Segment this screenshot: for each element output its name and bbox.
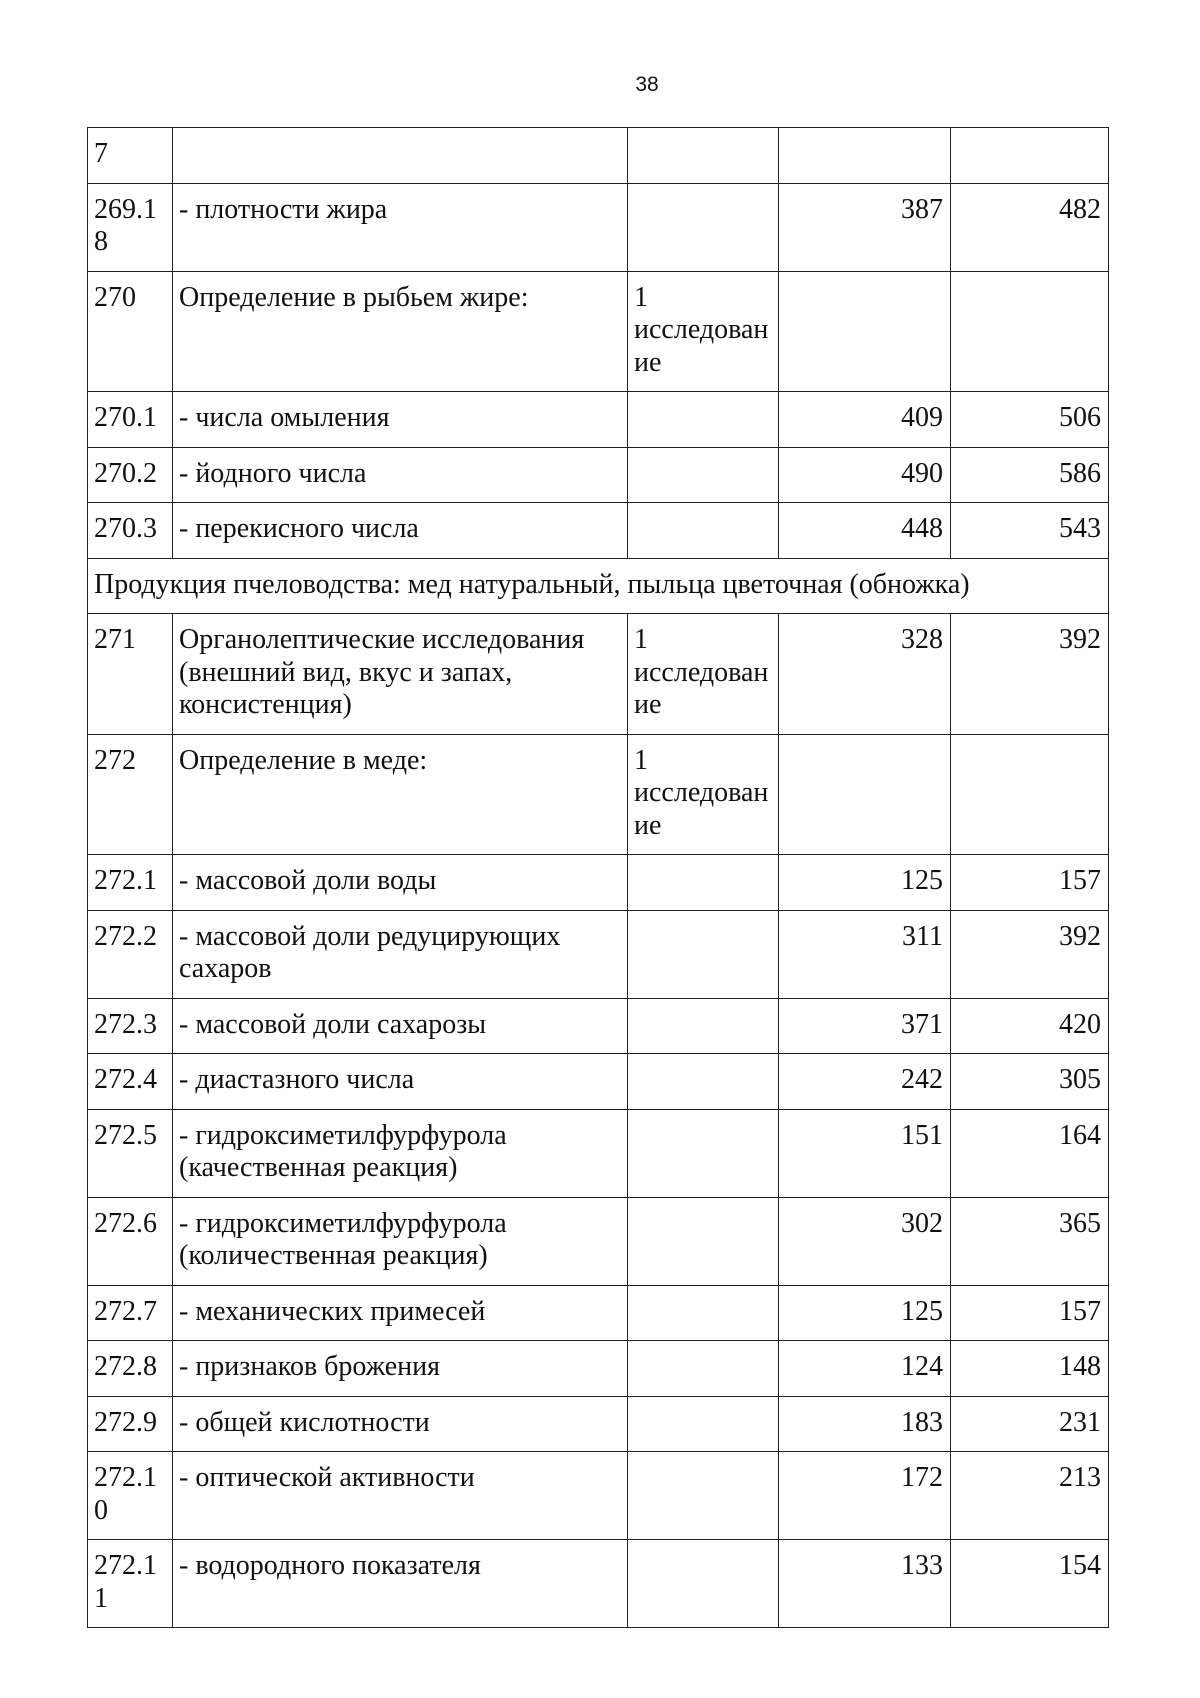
table-body	[88, 128, 1109, 1628]
row-name-cell: - йодного числа	[173, 447, 628, 503]
row-price-1-cell: 387	[779, 183, 951, 271]
row-unit-cell	[628, 1285, 779, 1341]
row-name-cell: - общей кислотности	[173, 1396, 628, 1452]
row-name-cell: - оптической активности	[173, 1452, 628, 1540]
row-name-cell: - плотности жира	[173, 183, 628, 271]
row-number-cell: 272.6	[88, 1197, 173, 1285]
row-number-cell: 272.11	[88, 1540, 173, 1628]
row-unit-cell	[628, 910, 779, 998]
table-row	[88, 128, 1109, 184]
table-row	[88, 1054, 1109, 1110]
row-number-cell: 272.2	[88, 910, 173, 998]
row-price-2-cell: 231	[951, 1396, 1109, 1452]
table-row	[88, 1285, 1109, 1341]
table-row	[88, 1396, 1109, 1452]
row-price-2-cell: 157	[951, 1285, 1109, 1341]
row-price-1-cell: 302	[779, 1197, 951, 1285]
row-number-cell: 272.9	[88, 1396, 173, 1452]
row-name-cell: - гидроксиметилфурфурола (количественная реакция)	[173, 1197, 628, 1285]
row-unit-cell: 1 исследование	[628, 614, 779, 735]
row-number-cell: 272.3	[88, 998, 173, 1054]
row-name-cell: Определение в рыбьем жире:	[173, 271, 628, 392]
row-price-2-cell: 305	[951, 1054, 1109, 1110]
row-price-2-cell: 506	[951, 392, 1109, 448]
row-price-1-cell: 124	[779, 1341, 951, 1397]
row-name-cell: - механических примесей	[173, 1285, 628, 1341]
row-number-cell: 272.5	[88, 1109, 173, 1197]
row-price-1-cell: 490	[779, 447, 951, 503]
row-name-cell	[173, 128, 628, 184]
row-name-cell: - гидроксиметилфурфурола (качественная реакция)	[173, 1109, 628, 1197]
row-unit-cell	[628, 503, 779, 559]
row-price-2-cell	[951, 128, 1109, 184]
section-header-row	[88, 558, 1109, 614]
table-row	[88, 910, 1109, 998]
row-price-2-cell: 392	[951, 910, 1109, 998]
table-row	[88, 447, 1109, 503]
row-price-2-cell: 365	[951, 1197, 1109, 1285]
table-row	[88, 1109, 1109, 1197]
row-number-cell: 272	[88, 734, 173, 855]
row-unit-cell	[628, 392, 779, 448]
row-name-cell: Определение в меде:	[173, 734, 628, 855]
page-number: 38	[635, 73, 659, 96]
row-name-cell: - массовой доли сахарозы	[173, 998, 628, 1054]
row-name-cell: - числа омыления	[173, 392, 628, 448]
row-number-cell: 269.18	[88, 183, 173, 271]
document-table	[87, 127, 1109, 1628]
row-unit-cell	[628, 1109, 779, 1197]
row-price-2-cell: 164	[951, 1109, 1109, 1197]
row-price-1-cell: 242	[779, 1054, 951, 1110]
table-row	[88, 855, 1109, 911]
table-row	[88, 734, 1109, 855]
row-name-cell: - массовой доли редуцирующих сахаров	[173, 910, 628, 998]
row-price-1-cell: 133	[779, 1540, 951, 1628]
row-price-1-cell	[779, 128, 951, 184]
row-price-2-cell: 148	[951, 1341, 1109, 1397]
row-unit-cell	[628, 1341, 779, 1397]
row-number-cell: 272.8	[88, 1341, 173, 1397]
row-unit-cell	[628, 855, 779, 911]
section-header-text: Продукция пчеловодства: мед натуральный, пыльца цветочная (обножка)	[88, 558, 1109, 614]
table-row	[88, 614, 1109, 735]
row-name-cell: Органолептические исследования (внешний вид, вкус и запах, консистенция)	[173, 614, 628, 735]
row-price-1-cell: 409	[779, 392, 951, 448]
row-price-2-cell: 213	[951, 1452, 1109, 1540]
row-price-1-cell: 183	[779, 1396, 951, 1452]
row-price-1-cell: 371	[779, 998, 951, 1054]
row-unit-cell	[628, 1540, 779, 1628]
row-number-cell: 270.1	[88, 392, 173, 448]
row-name-cell: - диастазного числа	[173, 1054, 628, 1110]
row-unit-cell	[628, 447, 779, 503]
row-price-2-cell	[951, 734, 1109, 855]
table-row	[88, 1197, 1109, 1285]
row-price-1-cell: 311	[779, 910, 951, 998]
table-row	[88, 998, 1109, 1054]
row-price-1-cell: 125	[779, 855, 951, 911]
row-number-cell: 272.1	[88, 855, 173, 911]
row-number-cell: 270.2	[88, 447, 173, 503]
row-price-2-cell: 420	[951, 998, 1109, 1054]
table-row	[88, 1540, 1109, 1628]
row-number-cell: 271	[88, 614, 173, 735]
row-price-2-cell: 392	[951, 614, 1109, 735]
row-number-cell: 270.3	[88, 503, 173, 559]
row-unit-cell	[628, 1054, 779, 1110]
row-name-cell: - признаков брожения	[173, 1341, 628, 1397]
table-row	[88, 271, 1109, 392]
row-price-2-cell	[951, 271, 1109, 392]
row-unit-cell	[628, 998, 779, 1054]
table-row	[88, 1341, 1109, 1397]
table-row	[88, 183, 1109, 271]
row-price-1-cell: 125	[779, 1285, 951, 1341]
row-number-cell: 272.4	[88, 1054, 173, 1110]
row-name-cell: - массовой доли воды	[173, 855, 628, 911]
table-row	[88, 503, 1109, 559]
row-name-cell: - перекисного числа	[173, 503, 628, 559]
row-unit-cell	[628, 1197, 779, 1285]
row-price-1-cell: 151	[779, 1109, 951, 1197]
row-price-2-cell: 154	[951, 1540, 1109, 1628]
row-number-cell: 272.10	[88, 1452, 173, 1540]
row-unit-cell: 1 исследование	[628, 271, 779, 392]
table-row	[88, 392, 1109, 448]
row-price-2-cell: 543	[951, 503, 1109, 559]
row-price-1-cell	[779, 271, 951, 392]
row-number-cell: 272.7	[88, 1285, 173, 1341]
row-number-cell: 7	[88, 128, 173, 184]
row-price-1-cell: 172	[779, 1452, 951, 1540]
row-price-1-cell: 448	[779, 503, 951, 559]
row-unit-cell	[628, 183, 779, 271]
row-price-2-cell: 482	[951, 183, 1109, 271]
row-unit-cell	[628, 1396, 779, 1452]
row-price-2-cell: 586	[951, 447, 1109, 503]
row-price-2-cell: 157	[951, 855, 1109, 911]
row-unit-cell	[628, 1452, 779, 1540]
row-number-cell: 270	[88, 271, 173, 392]
row-unit-cell	[628, 128, 779, 184]
row-name-cell: - водородного показателя	[173, 1540, 628, 1628]
row-price-1-cell	[779, 734, 951, 855]
table-row	[88, 1452, 1109, 1540]
row-unit-cell: 1 исследование	[628, 734, 779, 855]
row-price-1-cell: 328	[779, 614, 951, 735]
